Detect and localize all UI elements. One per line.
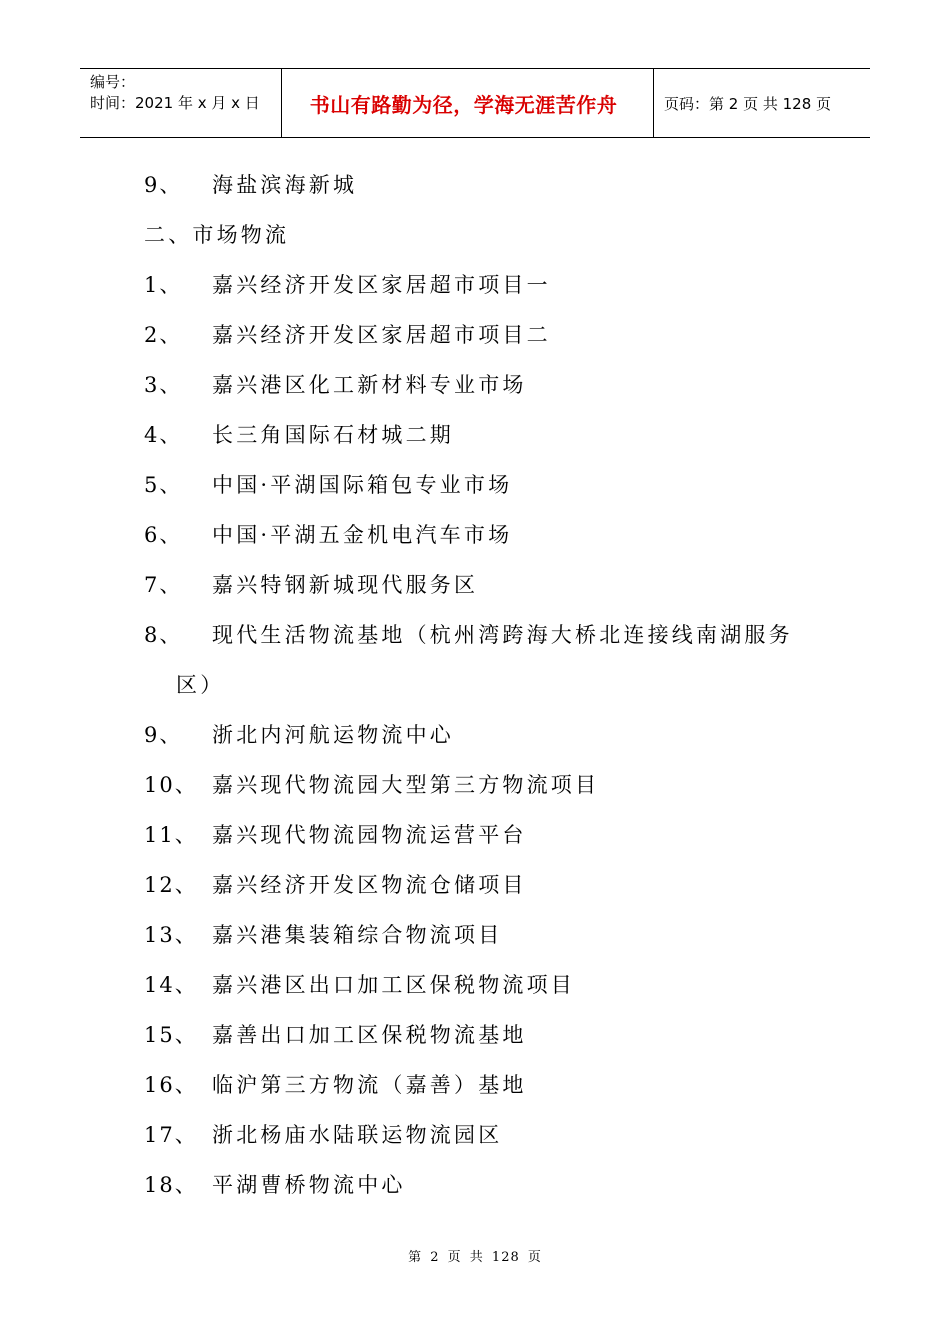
list-item (144, 860, 834, 910)
list-item-number: 3、 (144, 373, 183, 397)
list-item-number: 10、 (144, 773, 198, 797)
list-item-text: 嘉兴现代物流园大型第三方物流项目 (212, 773, 600, 797)
list-item-number: 18、 (144, 1173, 198, 1197)
list-item-number: 15、 (144, 1023, 198, 1047)
list-item-number: 7、 (144, 573, 183, 597)
list-item-text: 长三角国际石材城二期 (212, 423, 454, 447)
list-item (144, 1160, 834, 1210)
list-item-text: 嘉兴经济开发区家居超市项目一 (212, 273, 551, 297)
list-item-number: 8、 (144, 623, 183, 647)
list-item-text: 浙北内河航运物流中心 (212, 723, 454, 747)
list-item-text: 海盐滨海新城 (212, 173, 358, 197)
list-item-number: 4、 (144, 423, 183, 447)
list-item-text: 嘉兴港区化工新材料专业市场 (212, 373, 527, 397)
slogan: 书山有路勤为径，学海无涯苦作舟 (309, 92, 618, 117)
page-header (80, 68, 870, 138)
list-item-number: 5、 (144, 473, 183, 497)
list-item-continuation (144, 660, 834, 710)
page-info: 页码：第 2 页 共 128 页 (664, 94, 832, 113)
list-item-text: 现代生活物流基地（杭州湾跨海大桥北连接线南湖服务 (212, 623, 793, 647)
list-item (144, 710, 834, 760)
list-item (144, 960, 834, 1010)
list-item (144, 760, 834, 810)
list-item-number: 1、 (144, 273, 183, 297)
list-item-number: 2、 (144, 323, 183, 347)
list-item-text: 嘉兴现代物流园物流运营平台 (212, 823, 527, 847)
list-item-continuation-text: 区） (176, 673, 225, 697)
list-item (144, 910, 834, 960)
section-title (144, 210, 834, 260)
list-item-text: 中国·平湖五金机电汽车市场 (212, 523, 513, 547)
list-item-number: 6、 (144, 523, 183, 547)
list-item-text: 平湖曹桥物流中心 (212, 1173, 406, 1197)
list-item-number: 13、 (144, 923, 198, 947)
list-item-text: 嘉兴经济开发区物流仓储项目 (212, 873, 527, 897)
list-item (144, 410, 834, 460)
list-item-text: 嘉善出口加工区保税物流基地 (212, 1023, 527, 1047)
list-item-text: 浙北杨庙水陆联运物流园区 (212, 1123, 503, 1147)
list-item-text: 临沪第三方物流（嘉善）基地 (212, 1073, 527, 1097)
list-item-number: 9、 (144, 723, 183, 747)
list-item-number: 17、 (144, 1123, 198, 1147)
list-item-text: 嘉兴特钢新城现代服务区 (212, 573, 479, 597)
list-item (144, 260, 834, 310)
list-item-number: 16、 (144, 1073, 198, 1097)
header-slogan-cell (282, 69, 654, 137)
list-item-text: 中国·平湖国际箱包专业市场 (212, 473, 513, 497)
document-body (144, 160, 834, 1210)
list-item-text: 嘉兴港集装箱综合物流项目 (212, 923, 503, 947)
list-item (144, 310, 834, 360)
list-item (144, 510, 834, 560)
list-item (144, 1060, 834, 1110)
header-page-info-cell (654, 69, 870, 137)
list-item (144, 560, 834, 610)
list-item (144, 610, 834, 660)
list-item (144, 1110, 834, 1160)
page-footer: 第 2 页 共 128 页 (408, 1250, 542, 1265)
header-meta (80, 69, 282, 137)
serial-label: 编号： (90, 73, 136, 91)
list-item (144, 810, 834, 860)
list-item (144, 1010, 834, 1060)
list-item (144, 460, 834, 510)
section-title-text: 二、市场物流 (144, 223, 290, 247)
list-item-text: 嘉兴港区出口加工区保税物流项目 (212, 973, 575, 997)
list-item (144, 160, 834, 210)
time-label: 时间：2021 年 x 月 x 日 (90, 94, 260, 112)
list-item-text: 嘉兴经济开发区家居超市项目二 (212, 323, 551, 347)
list-item-number: 9、 (144, 173, 183, 197)
list-item (144, 360, 834, 410)
list-item-number: 11、 (144, 823, 198, 847)
list-item-number: 12、 (144, 873, 198, 897)
list-item-number: 14、 (144, 973, 198, 997)
